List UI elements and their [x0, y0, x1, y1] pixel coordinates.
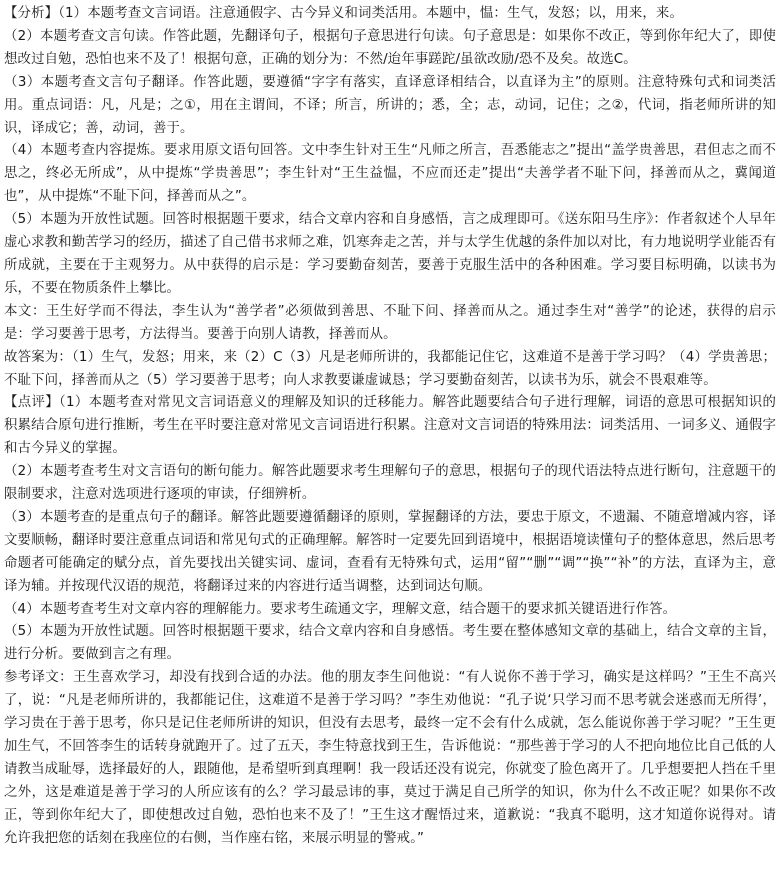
translation-paragraph: 参考译文：王生喜欢学习，却没有找到合适的办法。他的朋友李生问他说：“有人说你不善于学习，确实是这样吗？”王生不高兴了，说：“凡是老师所讲的，我都能记住，这难道不是善于学习吗？”李生劝他说：“孔子说‘只学习而不思考就会迷惑而无所得’，学习贵在于善于思考，你只是记住老师所讲的知识，但没有去思考，最终一定不会有什么成就，怎么能说你善于学习呢？”王生更加生气，不回答李生的话转身就跑开了。过了五天，李生特意找到王生，告诉他说：“那些善于学习的人不把向地位比自己低的人请教当成耻辱，选择最好的人，跟随他，是希望听到真理啊！我一段话还没有说完，你就变了脸色离开了。几乎想要把人挡在千里之外，这是难道是善于学习的人所应该有的么？学习最忌讳的事，莫过于满足自己所学的知识，你为什么不改正呢？如果你不改正，等到你年纪大了，即使想改过自勉，恐怕也来不及了！”王生这才醒悟过来，道歉说：“我真不聪明，这才知道你说得对。请允许我把您的话刻在我座位的右侧，当作座右铭，来展示明显的警戒。”	[4, 670, 776, 846]
analysis-paragraph-5: （5）本题为开放性试题。回答时根据题干要求，结合文章内容和自身感悟，言之成理即可。《送东阳马生序》：作者叙述个人早年虚心求教和勤苦学习的经历，描述了自己借书求师之难，饥寒奔走之苦，并与太学生优越的条件加以对比，有力地说明学业能否有所成就，主要在于主观努力。从中获得的启示是：学习要勤奋刻苦，要善于克服生活中的各种困难。学习要目标明确，以读书为乐，不要在物质条件上攀比。	[4, 212, 776, 296]
analysis-paragraph-3: （3）本题考查文言句子翻译。作答此题，要遵循“字字有落实，直译意译相结合，以直译为主”的原则。注意特殊句式和词类活用。重点词语：凡，凡是；之①，用在主谓间，不译；所言，所讲的；悉，全；志，动词，记住；之②，代词，指老师所讲的知识，译成它；善，动词，善于。	[4, 74, 776, 136]
comment-paragraph-5: （5）本题为开放性试题。回答时根据题干要求，结合文章内容和自身感悟。考生要在整体感知文章的基础上，结合文章的主旨，进行分析。要做到言之有理。	[4, 624, 776, 663]
answer-paragraph: 故答案为：（1）生气，发怒；用来，来（2）C（3）凡是老师所讲的，我都能记住它，这难道不是善于学习吗？（4）学贵善思；不耻下问，择善而从之（5）学习要善于思考；向人求教要谦虚诚恳；学习要勤奋刻苦，以读书为乐，就会不畏艰难等。	[4, 349, 776, 388]
comment-paragraph-3: （3）本题考查的是重点句子的翻译。解答此题要遵循翻译的原则，掌握翻译的方法，要忠于原文，不遗漏、不随意增减内容，译文要顺畅，翻译时要注意重点词语和常见句式的正确理解。解答时一定要先回到语境中，根据语境读懂句子的整体意思，然后思考命题者可能确定的赋分点，首先要找出关键实词、虚词，查看有无特殊句式，运用“留”“删”“调”“换”“补”的方法，直译为主，意译为辅。并按现代汉语的规范，将翻译过来的内容进行适当调整，达到词达句顺。	[4, 509, 776, 594]
analysis-paragraph-2: （2）本题考查文言句读。作答此题，先翻译句子，根据句子意思进行句读。句子意思是：如果你不改正，等到你年纪大了，即使想改过自勉，恐怕也来不及了！根据句意，正确的划分为：不然/迨年事蹉跎/虽欲改励/恐不及矣。故选C。	[4, 28, 776, 67]
comment-paragraph-1: 【点评】（1）本题考查对常见文言词语意义的理解及知识的迁移能力。解答此题要结合句子进行理解，词语的意思可根据知识的积累结合原句进行推断，考生在平时要注意对常见文言词语进行积累。注意对文言词语的特殊用法：词类活用、一词多义、通假字和古今异义的掌握。	[4, 395, 776, 457]
analysis-paragraph-1: 【分析】（1）本题考查文言词语。注意通假字、古今异义和词类活用。本题中，愠：生气，发怒；以，用来，来。	[4, 6, 683, 21]
comment-paragraph-2: （2）本题考查考生对文言语句的断句能力。解答此题要求考生理解句子的意思，根据句子的现代语法特点进行断句，注意题干的限制要求，注意对选项进行逐项的审读，仔细辨析。	[4, 464, 776, 503]
analysis-paragraph-4: （4）本题考查内容提炼。要求用原文语句回答。文中李生针对王生“凡师之所言，吾悉能志之”提出“盖学贵善思，君但志之而不思之，终必无所成”，从中提炼“学贵善思”；李生针对“王生益愠，不应而还走”提出“夫善学者不耻下问，择善而从之，冀闻道也”，从中提炼“不耻下问，择善而从之”。	[4, 143, 776, 205]
summary-paragraph: 本文：王生好学而不得法，李生认为“善学者”必须做到善思、不耻下问、择善而从之。通过李生对“善学”的论述，获得的启示是：学习要善于思考，方法得当。要善于向别人请教，择善而从。	[4, 303, 776, 342]
comment-paragraph-4: （4）本题考查考生对文章内容的理解能力。要求考生疏通文字，理解文意，结合题干的要求抓关键语进行作答。	[4, 601, 677, 617]
